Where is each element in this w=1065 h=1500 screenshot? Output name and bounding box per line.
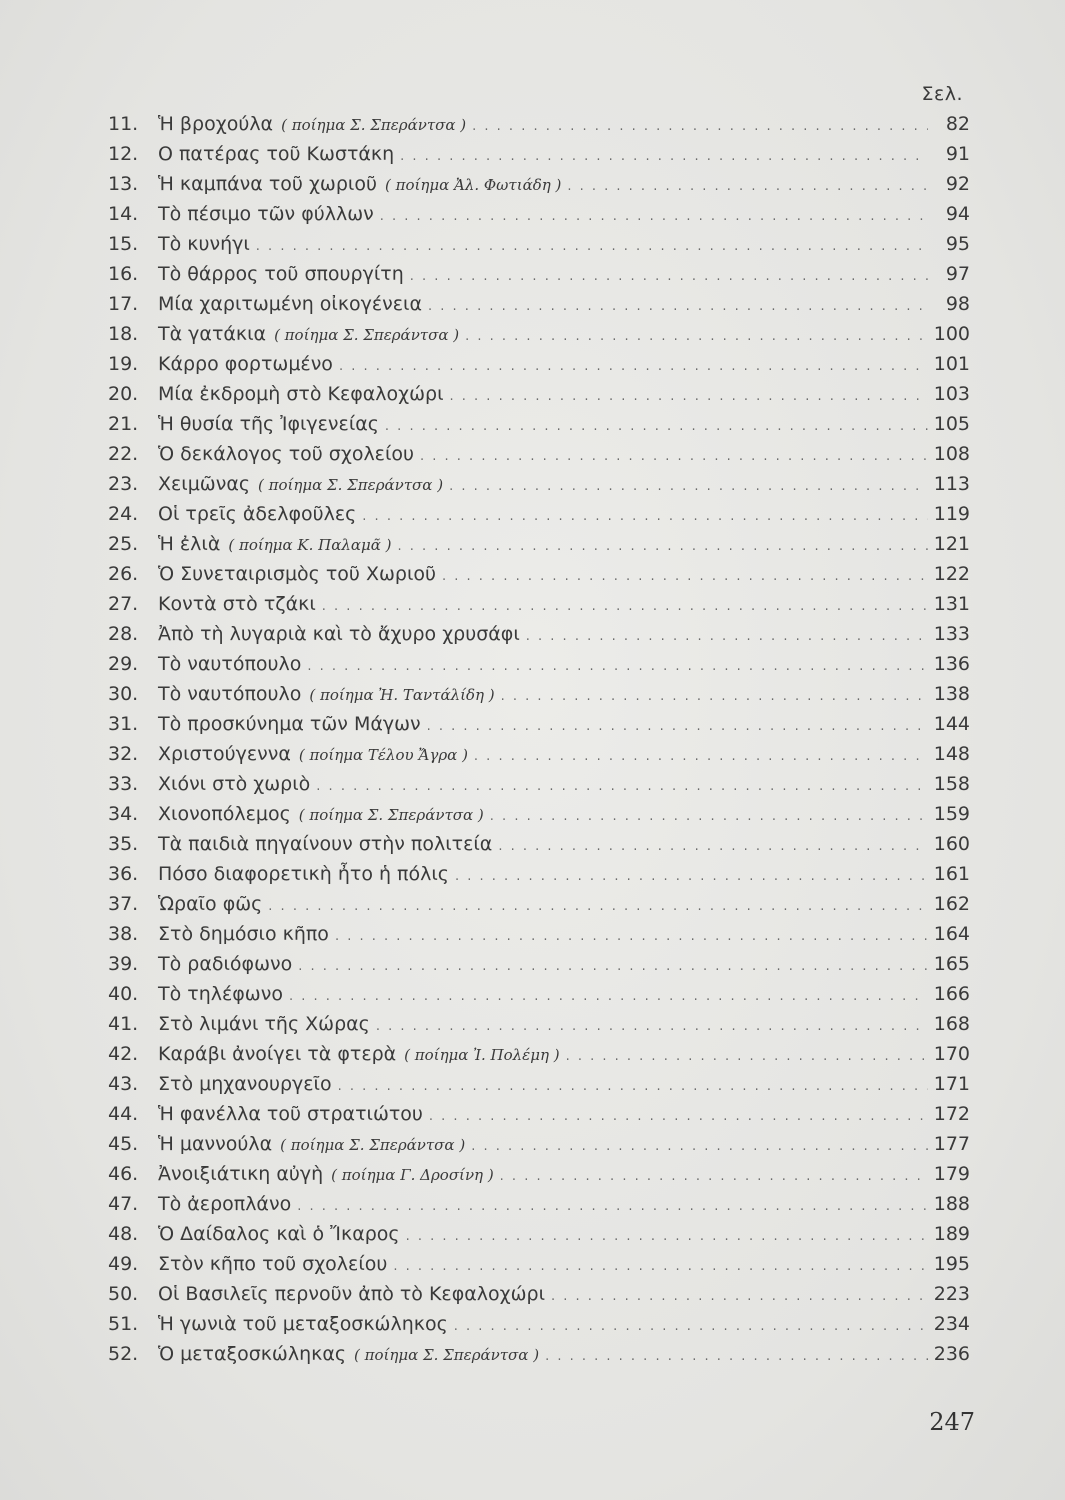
toc-entry: [108, 769, 970, 799]
entry-number: 45.: [108, 1133, 139, 1155]
toc-entry: [108, 709, 970, 739]
entry-page: 108: [933, 443, 970, 465]
entry-title: Ἀπὸ τὴ λυγαριὰ καὶ τὸ ἄχυρο χρυσάφι: [158, 623, 520, 645]
dot-leader: [338, 1072, 928, 1102]
entry-number: 17.: [108, 293, 139, 315]
entry-number: 38.: [108, 923, 139, 945]
dot-leader: [428, 292, 928, 322]
entry-poem-note: ( ποίημα Σ. Σπεράντσα ): [274, 326, 460, 344]
entry-page: 94: [945, 203, 970, 225]
dot-leader: [339, 352, 928, 382]
entry-page: 92: [945, 173, 970, 195]
entry-poem-note: ( ποίημα Σ. Σπεράντσα ): [298, 806, 484, 824]
dot-leader: [362, 502, 927, 532]
entry-number: 47.: [108, 1193, 139, 1215]
entry-number: 33.: [108, 773, 139, 795]
entry-page: 234: [933, 1313, 970, 1335]
dot-leader: [289, 982, 928, 1012]
entry-title: Ἡ βροχούλα: [158, 113, 274, 135]
entry-number: 43.: [108, 1073, 139, 1095]
entry-title: Πόσο διαφορετικὴ ἦτο ἡ πόλις: [158, 863, 449, 885]
dot-leader: [256, 232, 928, 262]
entry-number: 42.: [108, 1043, 139, 1065]
toc-entry: [108, 439, 970, 469]
toc-entry: [108, 979, 970, 1009]
entry-title: Τὰ γατάκια: [158, 323, 267, 345]
toc-entry: [108, 739, 970, 769]
entry-title: Τὸ τηλέφωνο: [158, 983, 283, 1005]
toc-entry: [108, 319, 970, 349]
entry-page: 91: [945, 143, 970, 165]
entry-number: 22.: [108, 443, 139, 465]
toc-entry: [108, 619, 970, 649]
entry-page: 144: [933, 713, 970, 735]
entry-title: Ἡ ἐλιὰ: [158, 533, 221, 555]
entry-title: Τὸ ναυτόπουλο: [158, 683, 302, 705]
toc-entry: [108, 859, 970, 889]
entry-title: Ὡραῖο φῶς: [158, 893, 263, 915]
table-of-contents: [108, 109, 970, 1369]
dot-leader: [393, 1252, 927, 1282]
toc-entry: [108, 889, 970, 919]
entry-title: Χιονοπόλεμος: [158, 803, 291, 825]
dot-leader: [498, 832, 927, 862]
entry-page: 195: [933, 1253, 970, 1275]
entry-title: Ὁ δεκάλογος τοῦ σχολείου: [158, 443, 414, 465]
toc-entry: [108, 559, 970, 589]
entry-title: Μία ἐκδρομὴ στὸ Κεφαλοχώρι: [158, 383, 444, 405]
entry-page: 189: [933, 1223, 970, 1245]
toc-entry: [108, 1219, 970, 1249]
dot-leader: [322, 592, 928, 622]
entry-page: 160: [933, 833, 970, 855]
entry-number: 15.: [108, 233, 139, 255]
entry-page: 223: [933, 1283, 970, 1305]
entry-number: 34.: [108, 803, 139, 825]
toc-entry: [108, 529, 970, 559]
toc-entry: [108, 1039, 970, 1069]
entry-page: 133: [933, 623, 970, 645]
dot-leader: [429, 1102, 928, 1132]
dot-leader: [385, 412, 928, 442]
entry-number: 35.: [108, 833, 139, 855]
dot-leader: [268, 892, 927, 922]
entry-title: Τὸ πέσιμο τῶν φύλλων: [158, 203, 374, 225]
entry-title: Κοντὰ στὸ τζάκι: [158, 593, 316, 615]
entry-number: 52.: [108, 1343, 139, 1365]
entry-page: 177: [933, 1133, 970, 1155]
toc-entry: [108, 1099, 970, 1129]
entry-poem-note: ( ποίημα Ἠ. Ταντάλίδη ): [309, 686, 495, 704]
entry-page: 97: [945, 263, 970, 285]
entry-title: Ἡ φανέλλα τοῦ στρατιώτου: [158, 1103, 423, 1125]
entry-poem-note: ( ποίημα Σ. Σπεράντσα ): [281, 116, 467, 134]
dot-leader: [566, 1042, 928, 1072]
entry-title: Ὁ μεταξοσκώληκας: [158, 1343, 347, 1365]
entry-page: 158: [933, 773, 970, 795]
entry-number: 37.: [108, 893, 139, 915]
entry-poem-note: ( ποίημα Κ. Παλαμᾶ ): [228, 536, 392, 554]
dot-leader: [406, 1222, 928, 1252]
dot-leader: [376, 1012, 928, 1042]
entry-title: Ἡ καμπάνα τοῦ χωριοῦ: [158, 173, 377, 195]
entry-number: 32.: [108, 743, 139, 765]
entry-title: Ἡ μαννούλα: [158, 1133, 273, 1155]
dot-leader: [545, 1342, 928, 1372]
dot-leader: [551, 1282, 928, 1312]
toc-entry: [108, 169, 970, 199]
entry-page: 162: [933, 893, 970, 915]
entry-number: 24.: [108, 503, 139, 525]
entry-number: 44.: [108, 1103, 139, 1125]
dot-leader: [472, 112, 928, 142]
entry-number: 41.: [108, 1013, 139, 1035]
entry-poem-note: ( ποίημα Σ. Σπεράντσα ): [354, 1346, 540, 1364]
dot-leader: [490, 802, 928, 832]
entry-title: Στὸ λιμάνι τῆς Χώρας: [158, 1013, 370, 1035]
dot-leader: [500, 1162, 928, 1192]
entry-page: 148: [933, 743, 970, 765]
toc-entry: [108, 1189, 970, 1219]
entry-number: 46.: [108, 1163, 139, 1185]
dot-leader: [465, 322, 928, 352]
entry-number: 12.: [108, 143, 139, 165]
entry-number: 36.: [108, 863, 139, 885]
dot-leader: [335, 922, 928, 952]
entry-page: 138: [933, 683, 970, 705]
entry-title: Χιόνι στὸ χωριὸ: [158, 773, 311, 795]
entry-number: 14.: [108, 203, 139, 225]
toc-entry: [108, 1129, 970, 1159]
entry-title: Στὸν κῆπο τοῦ σχολείου: [158, 1253, 388, 1275]
entry-number: 48.: [108, 1223, 139, 1245]
dot-leader: [297, 1192, 928, 1222]
entry-title: Καράβι ἀνοίγει τὰ φτερὰ: [158, 1043, 397, 1065]
entry-title: Στὸ δημόσιο κῆπο: [158, 923, 329, 945]
toc-entry: [108, 349, 970, 379]
page-column-header: Σελ.: [921, 83, 963, 105]
toc-entry: [108, 649, 970, 679]
dot-leader: [526, 622, 928, 652]
entry-page: 119: [933, 503, 970, 525]
dot-leader: [307, 652, 927, 682]
entry-title: Ὁ Συνεταιρισμὸς τοῦ Χωριοῦ: [158, 563, 436, 585]
entry-title: Ἡ γωνιὰ τοῦ μεταξοσκώληκος: [158, 1313, 448, 1335]
entry-number: 13.: [108, 173, 139, 195]
entry-number: 31.: [108, 713, 139, 735]
entry-number: 26.: [108, 563, 139, 585]
entry-page: 161: [933, 863, 970, 885]
toc-entry: [108, 589, 970, 619]
toc-entry: [108, 949, 970, 979]
dot-leader: [298, 952, 928, 982]
entry-number: 39.: [108, 953, 139, 975]
entry-page: 101: [933, 353, 970, 375]
entry-page: 159: [933, 803, 970, 825]
toc-entry: [108, 679, 970, 709]
entry-title: Στὸ μηχανουργεῖο: [158, 1073, 332, 1095]
entry-title: Τὸ θάρρος τοῦ σπουργίτη: [158, 263, 404, 285]
dot-leader: [474, 742, 928, 772]
entry-title: Κάρρο φορτωμένο: [158, 353, 333, 375]
toc-entry: [108, 1159, 970, 1189]
toc-entry: [108, 1339, 970, 1369]
entry-page: 170: [933, 1043, 970, 1065]
toc-entry: [108, 1069, 970, 1099]
entry-page: 188: [933, 1193, 970, 1215]
entry-number: 11.: [108, 113, 139, 135]
entry-title: Χειμῶνας: [158, 473, 251, 495]
entry-number: 18.: [108, 323, 139, 345]
entry-title: Τὸ ραδιόφωνο: [158, 953, 293, 975]
toc-entry: [108, 1249, 970, 1279]
entry-poem-note: ( ποίημα Ἰ. Πολέμη ): [404, 1046, 560, 1064]
dot-leader: [380, 202, 928, 232]
toc-entry: [108, 499, 970, 529]
entry-number: 49.: [108, 1253, 139, 1275]
entry-title: Τὸ ἀεροπλάνο: [158, 1193, 292, 1215]
entry-page: 168: [933, 1013, 970, 1035]
dot-leader: [449, 472, 928, 502]
entry-number: 19.: [108, 353, 139, 375]
toc-entry: [108, 379, 970, 409]
entry-page: 121: [933, 533, 970, 555]
dot-leader: [398, 532, 928, 562]
entry-page: 166: [933, 983, 970, 1005]
entry-number: 27.: [108, 593, 139, 615]
entry-page: 131: [933, 593, 970, 615]
toc-entry: [108, 289, 970, 319]
dot-leader: [400, 142, 928, 172]
entry-page: 179: [933, 1163, 970, 1185]
toc-entry: [108, 829, 970, 859]
entry-page: 82: [945, 113, 970, 135]
toc-entry: [108, 799, 970, 829]
toc-entry: [108, 1309, 970, 1339]
toc-entry: [108, 199, 970, 229]
dot-leader: [450, 382, 928, 412]
toc-entry: [108, 469, 970, 499]
entry-title: Ἀνοιξιάτικη αὐγὴ: [158, 1163, 324, 1185]
dot-leader: [501, 682, 928, 712]
entry-page: 95: [945, 233, 970, 255]
toc-entry: [108, 919, 970, 949]
entry-number: 40.: [108, 983, 139, 1005]
toc-entry: [108, 109, 970, 139]
dot-leader: [427, 712, 928, 742]
entry-number: 25.: [108, 533, 139, 555]
dot-leader: [420, 442, 928, 472]
entry-title: Τὸ κυνήγι: [158, 233, 250, 255]
entry-page: 164: [933, 923, 970, 945]
entry-title: Μία χαριτωμένη οἰκογένεια: [158, 293, 423, 315]
entry-number: 21.: [108, 413, 139, 435]
entry-poem-note: ( ποίημα Ἀλ. Φωτιάδη ): [384, 176, 562, 194]
entry-title: Τὸ προσκύνημα τῶν Μάγων: [158, 713, 421, 735]
entry-poem-note: ( ποίημα Τέλου Ἄγρα ): [298, 746, 468, 764]
entry-page: 113: [933, 473, 970, 495]
entry-title: Χριστούγεννα: [158, 743, 291, 765]
entry-number: 20.: [108, 383, 139, 405]
entry-number: 51.: [108, 1313, 139, 1335]
entry-number: 30.: [108, 683, 139, 705]
dot-leader: [471, 1132, 928, 1162]
entry-poem-note: ( ποίημα Σ. Σπεράντσα ): [258, 476, 444, 494]
entry-poem-note: ( ποίημα Σ. Σπεράντσα ): [280, 1136, 466, 1154]
entry-page: 165: [933, 953, 970, 975]
entry-number: 16.: [108, 263, 139, 285]
entry-title: Τὸ ναυτόπουλο: [158, 653, 302, 675]
dot-leader: [410, 262, 928, 292]
toc-entry: [108, 1279, 970, 1309]
entry-page: 172: [933, 1103, 970, 1125]
entry-page: 136: [933, 653, 970, 675]
toc-entry: [108, 1009, 970, 1039]
dot-leader: [442, 562, 928, 592]
toc-entry: [108, 259, 970, 289]
entry-page: 122: [933, 563, 970, 585]
entry-page: 105: [933, 413, 970, 435]
entry-title: Τὰ παιδιὰ πηγαίνουν στὴν πολιτεία: [158, 833, 493, 855]
entry-page: 236: [933, 1343, 970, 1365]
entry-title: Ἡ θυσία τῆς Ἰφιγενείας: [158, 413, 379, 435]
toc-entry: [108, 229, 970, 259]
entry-title: Οἱ Βασιλεῖς περνοῦν ἀπὸ τὸ Κεφαλοχώρι: [158, 1283, 546, 1305]
entry-title: Ο πατέρας τοῦ Κωστάκη: [158, 143, 395, 165]
dot-leader: [455, 862, 928, 892]
page-number: 247: [929, 1408, 975, 1436]
entry-poem-note: ( ποίημα Γ. Δροσίνη ): [331, 1166, 494, 1184]
entry-page: 100: [933, 323, 970, 345]
dot-leader: [316, 772, 927, 802]
entry-page: 103: [933, 383, 970, 405]
entry-number: 50.: [108, 1283, 139, 1305]
entry-title: Ὁ Δαίδαλος καὶ ὁ Ἴκαρος: [158, 1223, 400, 1245]
entry-number: 23.: [108, 473, 139, 495]
toc-entry: [108, 139, 970, 169]
toc-entry: [108, 409, 970, 439]
dot-leader: [567, 172, 928, 202]
entry-number: 28.: [108, 623, 139, 645]
entry-title: Οἱ τρεῖς ἀδελφοῦλες: [158, 503, 357, 525]
entry-page: 98: [945, 293, 970, 315]
entry-number: 29.: [108, 653, 139, 675]
entry-page: 171: [933, 1073, 970, 1095]
dot-leader: [454, 1312, 928, 1342]
